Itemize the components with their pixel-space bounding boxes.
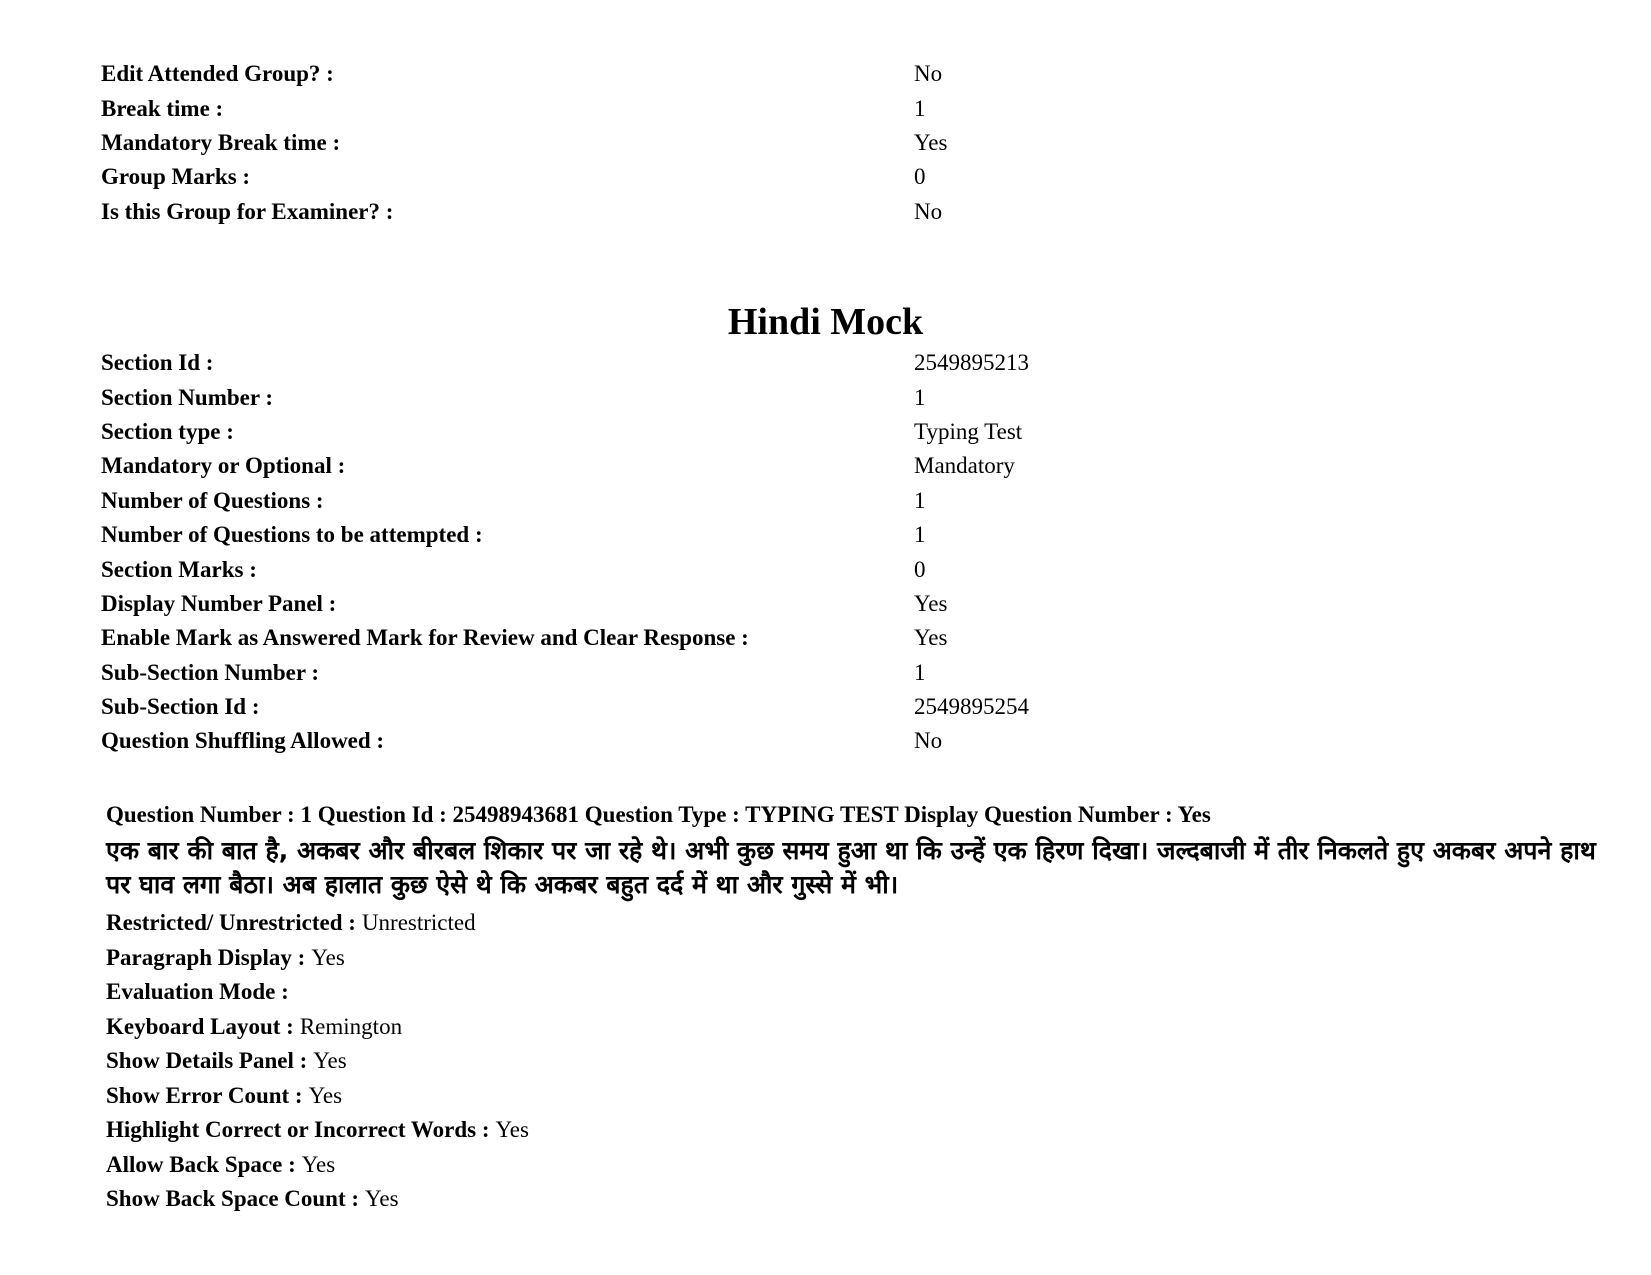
group-info-row — [101, 91, 947, 125]
question-property-row — [106, 1182, 529, 1217]
property-value: Yes — [365, 1186, 399, 1212]
section-info-row — [101, 656, 1029, 690]
field-label: Section Number : — [101, 384, 274, 410]
field-label: Question Shuffling Allowed : — [101, 728, 385, 754]
section-info-row — [101, 415, 1029, 449]
field-value: 1 — [914, 95, 926, 121]
group-info-row — [101, 160, 947, 194]
property-label: Show Error Count : — [106, 1082, 303, 1108]
property-value: Yes — [308, 1082, 343, 1108]
field-value: Mandatory — [914, 453, 1015, 479]
field-value: 1 — [914, 522, 926, 548]
question-paragraph: एक बार की बात है, अकबर और बीरबल शिकार पर जा रहे थे। अभी कुछ समय हुआ था कि उन्हें एक हिरण दिखा। जल्दबाजी में तीर निकलते हुए अकबर अपने हाथ पर घाव लगा बैठा। अब हालात कुछ ऐसे थे कि अकबर बहुत दर्द में था और गुस्से में भी। — [106, 836, 1596, 899]
field-label: Sub-Section Number : — [101, 659, 320, 685]
field-value: Yes — [914, 625, 948, 651]
field-label: Mandatory Break time : — [101, 129, 341, 155]
field-value: 0 — [914, 164, 926, 190]
question-properties — [106, 906, 529, 1217]
property-label: Paragraph Display : — [106, 944, 306, 970]
question-property-row — [106, 1010, 529, 1045]
question-property-row — [106, 941, 529, 976]
property-value: Yes — [311, 944, 345, 970]
field-label: Sub-Section Id : — [101, 694, 260, 720]
section-info-row — [101, 621, 1029, 655]
field-label: Is this Group for Examiner? : — [101, 198, 394, 224]
field-label: Section Marks : — [101, 556, 257, 582]
field-value: 2549895254 — [914, 694, 1029, 720]
field-label: Break time : — [101, 95, 224, 121]
property-label: Allow Back Space : — [106, 1151, 296, 1177]
section-info-row — [101, 449, 1029, 483]
section-info-row — [101, 724, 1029, 758]
section-info-row — [101, 380, 1029, 414]
section-info-row — [101, 484, 1029, 518]
field-value: No — [914, 198, 943, 224]
question-header: Question Number : 1 Question Id : 25498943681 Question Type : TYPING TEST Display Question Number : Yes — [106, 802, 1211, 827]
property-value: Yes — [495, 1117, 529, 1143]
property-value: Unrestricted — [361, 910, 476, 936]
group-info-row — [101, 126, 947, 160]
question-property-row — [106, 1113, 529, 1148]
question-property-row — [106, 1044, 529, 1079]
question-property-row — [106, 975, 529, 1010]
property-label: Evaluation Mode : — [106, 979, 289, 1005]
field-label: Mandatory or Optional : — [101, 453, 346, 479]
field-label: Number of Questions : — [101, 487, 324, 513]
property-label: Keyboard Layout : — [106, 1013, 294, 1039]
field-label: Display Number Panel : — [101, 590, 337, 616]
property-value: Yes — [301, 1151, 336, 1177]
group-info-row — [101, 195, 947, 229]
field-label: Number of Questions to be attempted : — [101, 522, 483, 548]
section-info-row — [101, 690, 1029, 724]
field-value: 2549895213 — [914, 350, 1029, 376]
field-value: Yes — [914, 590, 948, 616]
section-info-row — [101, 518, 1029, 552]
section-info-row — [101, 587, 1029, 621]
section-title: Hindi Mock — [727, 301, 924, 343]
field-label: Section Id : — [101, 350, 214, 376]
section-info-table — [101, 346, 1029, 759]
group-info-row — [101, 57, 947, 91]
group-info-table — [101, 57, 947, 229]
field-label: Group Marks : — [101, 164, 251, 190]
field-value: 0 — [914, 556, 926, 582]
question-property-row — [106, 906, 529, 941]
field-label: Section type : — [101, 418, 234, 444]
property-label: Restricted/ Unrestricted : — [106, 910, 356, 936]
field-value: 1 — [914, 659, 926, 685]
field-value: Typing Test — [914, 418, 1023, 444]
section-info-row — [101, 552, 1029, 586]
field-value: 1 — [914, 384, 926, 410]
property-label: Show Details Panel : — [106, 1048, 308, 1074]
property-value: Yes — [313, 1048, 347, 1074]
field-value: No — [914, 728, 943, 754]
property-label: Show Back Space Count : — [106, 1186, 360, 1212]
field-label: Edit Attended Group? : — [101, 61, 334, 87]
section-info-row — [101, 346, 1029, 380]
property-value: Remington — [299, 1013, 403, 1039]
field-value: Yes — [914, 129, 948, 155]
field-label: Enable Mark as Answered Mark for Review and Clear Response : — [101, 625, 749, 651]
field-value: 1 — [914, 487, 926, 513]
question-property-row — [106, 1148, 529, 1183]
question-property-row — [106, 1079, 529, 1114]
field-value: No — [914, 61, 943, 87]
property-label: Highlight Correct or Incorrect Words : — [106, 1117, 490, 1143]
